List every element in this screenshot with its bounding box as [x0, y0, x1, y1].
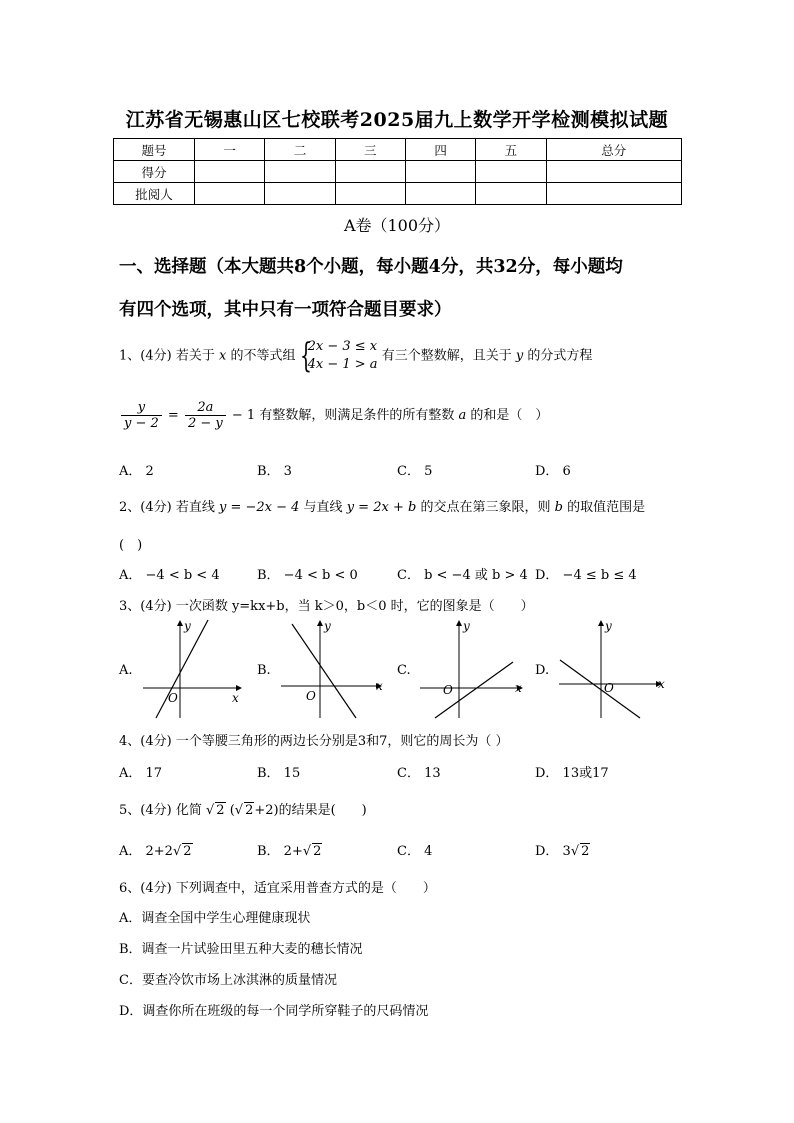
question-2-paren: ( ): [119, 538, 143, 553]
option-a[interactable]: A． 2: [119, 464, 154, 479]
header-cell: 题号: [114, 139, 195, 161]
option-c[interactable]: C． 4: [397, 844, 433, 859]
option-a[interactable]: [119, 840, 193, 859]
option-c[interactable]: C．要查冷饮市场上冰淇淋的质量情况: [119, 973, 337, 988]
row-label: 批阅人: [114, 183, 195, 205]
sqrt-icon: √: [234, 803, 244, 818]
question-1-line2: [119, 400, 548, 431]
function-line: [292, 624, 356, 718]
fraction-1: [121, 400, 162, 431]
q2-var-b: b: [554, 500, 563, 515]
option-b[interactable]: B． −4 < b < 0: [257, 568, 358, 583]
q1-text: 1、(4分) 若关于: [119, 348, 215, 364]
option-d[interactable]: D． 6: [535, 464, 571, 479]
score-cell[interactable]: [195, 161, 265, 183]
y-axis-label: y: [463, 619, 470, 633]
score-table: [113, 138, 682, 205]
grader-cell[interactable]: [476, 183, 546, 205]
function-line: [560, 660, 640, 718]
option-text: A． 2+2: [119, 844, 173, 859]
q1-text: 的不等式组: [230, 348, 296, 364]
arrow-icon: [598, 620, 604, 626]
option-d[interactable]: D． −4 ≤ b ≤ 4: [535, 568, 637, 583]
radicand: 2: [581, 844, 590, 859]
option-text: B． 2+: [257, 844, 303, 859]
radicand: 2: [183, 844, 192, 859]
inequality-system: [300, 338, 378, 374]
origin-label: O: [604, 681, 614, 695]
option-c[interactable]: C． 13: [397, 766, 441, 781]
question-3-text: 3、(4分) 一次函数 y=kx+b，当 k＞0，b＜0 时，它的图象是（ ）: [119, 599, 534, 614]
sqrt-icon: √: [205, 803, 215, 818]
score-cell[interactable]: [265, 161, 335, 183]
y-axis-label: y: [184, 619, 191, 633]
option-b[interactable]: B． 15: [257, 766, 301, 781]
option-b[interactable]: B． 3: [257, 464, 292, 479]
x-axis-label: x: [515, 681, 522, 695]
question-4-text: 4、(4分) 一个等腰三角形的两边长分别是3和7，则它的周长为（ ）: [119, 734, 509, 749]
grader-cell[interactable]: [195, 183, 265, 205]
score-table-header-row: [114, 139, 682, 161]
option-d[interactable]: D.: [535, 663, 550, 678]
brace-icon: {: [299, 336, 312, 376]
q1-var-y: y: [515, 348, 524, 364]
option-a[interactable]: A．调查全国中学生心理健康现状: [119, 911, 311, 926]
q5-text: +2)的结果是( ): [254, 803, 367, 818]
score-cell[interactable]: [405, 161, 475, 183]
score-cell[interactable]: [335, 161, 405, 183]
q2-text: 与直线: [303, 500, 343, 515]
row-label: 得分: [114, 161, 195, 183]
header-cell: 三: [335, 139, 405, 161]
sqrt-icon: √: [172, 844, 182, 859]
fraction-numerator: y: [121, 400, 162, 416]
fraction-2: [185, 400, 226, 431]
score-row: [114, 161, 682, 183]
y-axis-label: y: [605, 619, 612, 633]
score-cell[interactable]: [546, 161, 681, 183]
arrow-icon: [177, 620, 183, 626]
graph-b[interactable]: [276, 616, 388, 722]
q1-text: 的和是（ ）: [470, 408, 549, 423]
grader-row: [114, 183, 682, 205]
q2-text: 的交点在第三象限，则: [420, 500, 551, 515]
section-a-heading: A卷（100分）: [343, 216, 451, 235]
graph-a[interactable]: [138, 616, 248, 722]
equals-sign: =: [167, 408, 179, 423]
fraction-denominator: y − 2: [124, 416, 159, 431]
graph-d[interactable]: [554, 616, 669, 722]
question-5-text: [119, 799, 367, 818]
q1-text: 有整数解，则满足条件的所有整数: [259, 408, 455, 423]
question-6-text: 6、(4分) 下列调查中，适宜采用普查方式的是（ ）: [119, 881, 436, 896]
page-title: 江苏省无锡惠山区七校联考2025届九上数学开学检测模拟试题: [125, 109, 669, 131]
option-c[interactable]: C． b < −4 或 b > 4: [397, 568, 528, 583]
graph-c[interactable]: [415, 616, 530, 722]
option-d[interactable]: [535, 840, 590, 859]
section-heading-line2: 有四个选项，其中只有一项符合题目要求）: [119, 300, 452, 320]
q1-text: 有三个整数解，且关于: [381, 348, 512, 364]
arrow-icon: [317, 620, 323, 626]
origin-label: O: [443, 683, 453, 697]
option-a[interactable]: A． −4 < b < 4: [119, 568, 220, 583]
function-line: [156, 620, 208, 718]
x-axis-label: x: [658, 677, 665, 691]
header-cell: 一: [195, 139, 265, 161]
option-b[interactable]: [257, 840, 322, 859]
radicand: 2: [245, 803, 254, 818]
header-cell: 五: [476, 139, 546, 161]
option-b[interactable]: B.: [257, 663, 271, 678]
grader-cell[interactable]: [405, 183, 475, 205]
radicand: 2: [216, 803, 225, 818]
q5-text: 5、(4分) 化简: [119, 803, 202, 818]
x-axis-label: x: [232, 691, 239, 705]
option-c[interactable]: C． 5: [397, 464, 433, 479]
inequality-1: 2x − 3 ≤ x: [307, 339, 378, 354]
q2-line1-equation: y = −2x − 4: [218, 500, 300, 515]
sqrt-icon: √: [302, 844, 312, 859]
grader-cell[interactable]: [265, 183, 335, 205]
y-axis-label: y: [324, 619, 331, 633]
q2-text: 2、(4分) 若直线: [119, 500, 215, 515]
q1-var-a: a: [458, 408, 467, 423]
radicand: 2: [313, 844, 322, 859]
score-cell[interactable]: [476, 161, 546, 183]
arrow-icon: [456, 620, 462, 626]
q1-minus-one: − 1: [231, 408, 256, 423]
q2-text: 的取值范围是: [567, 500, 646, 515]
x-axis-label: x: [376, 679, 383, 693]
grader-cell[interactable]: [546, 183, 681, 205]
q2-line2-equation: y = 2x + b: [346, 500, 417, 515]
question-1-line1: [119, 338, 592, 374]
fraction-denominator: 2 − y: [187, 416, 223, 431]
sqrt-icon: √: [570, 844, 580, 859]
inequality-2: 4x − 1 > a: [307, 357, 378, 372]
option-text: D． 3: [535, 844, 571, 859]
grader-cell[interactable]: [335, 183, 405, 205]
origin-label: O: [168, 691, 178, 705]
header-cell: 总分: [546, 139, 681, 161]
section-heading-line1: 一、选择题（本大题共8个小题，每小题4分，共32分，每小题均: [119, 257, 623, 277]
origin-label: O: [306, 689, 316, 703]
q5-text: (: [229, 803, 235, 818]
q1-var-x: x: [218, 348, 227, 364]
header-cell: 四: [405, 139, 475, 161]
option-d[interactable]: D． 13或17: [535, 766, 609, 781]
fraction-numerator: 2a: [185, 400, 226, 416]
question-2-line1: [119, 496, 645, 515]
option-d[interactable]: D．调查你所在班级的每一个同学所穿鞋子的尺码情况: [119, 1004, 429, 1019]
q1-text: 的分式方程: [527, 348, 593, 364]
option-a[interactable]: A.: [119, 663, 133, 678]
option-b[interactable]: B．调查一片试验田里五种大麦的穗长情况: [119, 942, 363, 957]
header-cell: 二: [265, 139, 335, 161]
option-c[interactable]: C.: [397, 663, 411, 678]
option-a[interactable]: A． 17: [119, 766, 163, 781]
